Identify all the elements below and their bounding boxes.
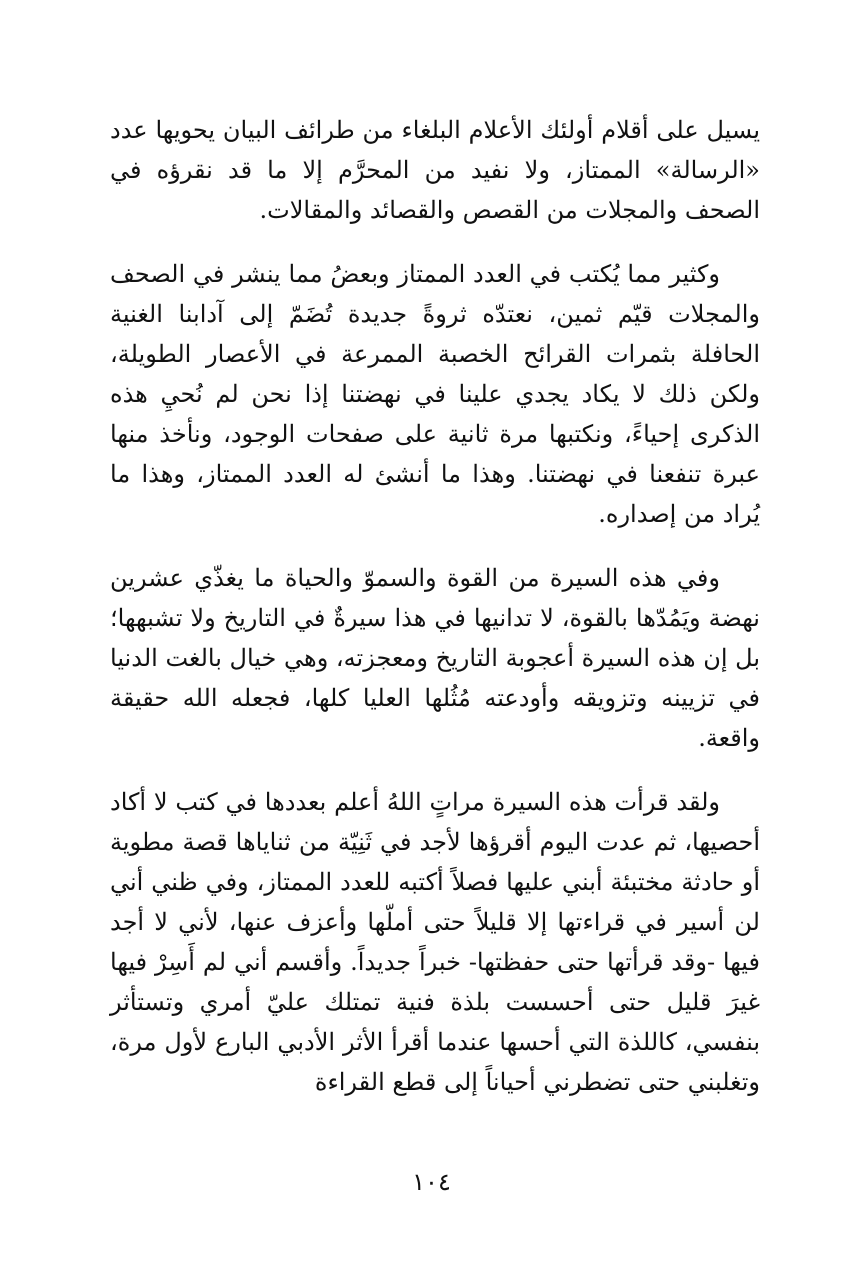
- paragraph-2: وكثير مما يُكتب في العدد الممتاز وبعضُ مما ينشر في الصحف والمجلات قيّم ثمين، نعتدّه ثروةً جديدة تُضَمّ إلى آدابنا الغنية الحافلة بثمرات القرائح الخصبة الممرعة في الأعصار الطويلة، ولكن ذلك لا يكاد يجدي علينا في نهضتنا إذا نحن لم نُحيِ هذه الذكرى إحياءً، ونكتبها مرة ثانية على صفحات الوجود، ونأخذ منها عبرة تنفعنا في نهضتنا. وهذا ما أنشئ له العدد الممتاز، وهذا ما يُراد من إصداره.: [110, 260, 761, 528]
- page-body: [110, 110, 760, 1126]
- paragraph-4: ولقد قرأت هذه السيرة مراتٍ اللهُ أعلم بعددها في كتب لا أكاد أحصيها، ثم عدت اليوم أقرؤها لأجد في ثَنِيّة من ثناياها قصة مطوية أو حادثة مختبئة أبني عليها فصلاً أكتبه للعدد الممتاز، وفي ظني أني لن أسير في قراءتها إلا قليلاً حتى أملّها وأعزف عنها، لأني لا أجد فيها -وقد قرأتها حتى حفظتها- خبراً جديداً. وأقسم أني لم أَسِرْ فيها غيرَ قليل حتى أحسست بلذة فنية تمتلك عليّ أمري وتستأثر بنفسي، كاللذة التي أحسها عندما أقرأ الأثر الأدبي البارع لأول مرة، وتغلبني حتى تضطرني أحياناً إلى قطع القراءة: [110, 788, 760, 1096]
- paragraph-1: يسيل على أقلام أولئك الأعلام البلغاء من طرائف البيان يحويها عدد «الرسالة» الممتاز، ولا نفيد من المحرَّم إلا ما قد نقرؤه في الصحف والمجلات من القصص والقصائد والمقالات.: [110, 116, 760, 224]
- page-number: ١٠٤: [412, 1168, 451, 1196]
- paragraph-3: وفي هذه السيرة من القوة والسموّ والحياة ما يغذّي عشرين نهضة ويَمُدّها بالقوة، لا تدانيها في هذا سيرةٌ في التاريخ ولا تشبهها؛ بل إن هذه السيرة أعجوبة التاريخ ومعجزته، وهي خيال بالغت الدنيا في تزيينه وتزويقه وأودعته مُثُلها العليا كلها، فجعله الله حقيقة واقعة.: [110, 564, 760, 752]
